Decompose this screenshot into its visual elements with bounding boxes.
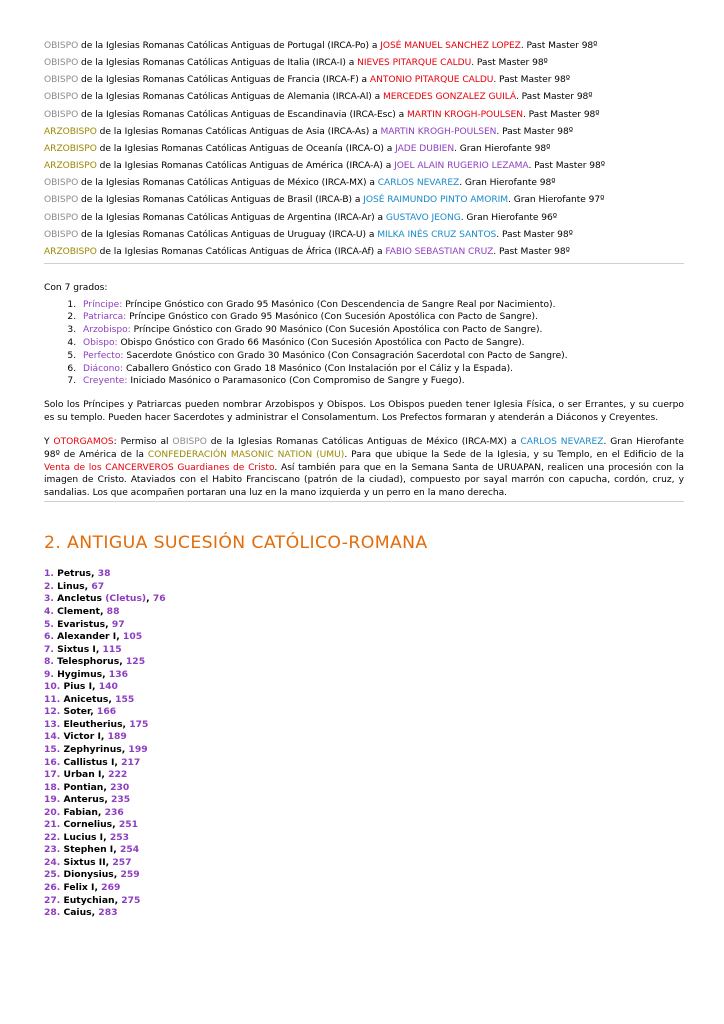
list-item: 1. Petrus, 38 [44, 568, 111, 580]
ordination-rank: . Past Master 98º [520, 41, 598, 51]
grado-desc: Caballero Gnóstico con Grado 18 Masónico (Con Instalación por el Cáliz y la Espada). [123, 363, 514, 374]
ordination-rank: . Past Master 98º [515, 92, 593, 103]
list-number: 4. [44, 606, 54, 617]
list-item: 22. Lucius I, 253 [44, 831, 129, 843]
grado-term: Príncipe: [83, 299, 123, 310]
grado-item [79, 299, 684, 312]
popes-list [44, 568, 684, 919]
ordination-church: de la Iglesias Romanas Católicas Antiguas de Portugal (IRCA-Po) a [78, 41, 381, 51]
list-item: 27. Eutychian, 275 [44, 894, 141, 906]
list-number: 8. [44, 656, 54, 668]
ordination-rank: . Past Master 98º [528, 161, 606, 172]
ordination-line [44, 124, 684, 141]
ordination-title: ARZOBISPO [44, 143, 97, 154]
pope-alt-name: (Cletus) [105, 593, 147, 605]
list-number: 24. [44, 856, 61, 868]
ordination-title: OBISPO [44, 229, 79, 240]
pope-name: Lucius I [63, 831, 104, 843]
pope-value: 67 [91, 580, 105, 592]
divider-line [44, 263, 684, 264]
pope-value: 217 [121, 756, 141, 768]
pope-name: Fabian [63, 806, 98, 818]
list-item: 4. Clement, 88 [44, 606, 120, 617]
pope-value: 125 [125, 656, 146, 668]
grado-desc: Príncipe Gnóstico con Grado 90 Masónico (Con Sucesión Apostólica con Pacto de Sangre). [130, 325, 543, 336]
list-number: 5. [44, 618, 54, 630]
pope-name: Urban I [63, 769, 102, 781]
otorgamos-confederacion: CONFEDERACIÓN MASONIC NATION (UMU) [147, 449, 345, 460]
ordination-rank: . Past Master 98º [496, 126, 573, 137]
list-item: 8. Telesphorus, 125 [44, 656, 146, 668]
ordination-name: JOEL ALAIN RUGERIO LEZAMA [394, 161, 529, 172]
list-item: 28. Caius, 283 [44, 907, 118, 919]
list-item: 15. Zephyrinus, 199 [44, 744, 148, 756]
list-number: 7. [44, 643, 54, 655]
list-item: 10. Pius I, 140 [44, 681, 118, 693]
pope-value: 269 [101, 882, 121, 894]
list-number: 21. [44, 819, 61, 831]
ordination-church: de la Iglesias Romanas Católicas Antiguas de Uruguay (IRCA-U) a [78, 229, 378, 240]
pope-value: 175 [129, 718, 149, 730]
list-number: 19. [44, 794, 61, 806]
pope-name: Linus [57, 580, 85, 592]
list-number: 16. [44, 756, 61, 768]
grado-item [79, 311, 684, 324]
list-item: 24. Sixtus II, 257 [44, 856, 132, 868]
grado-item [79, 363, 684, 376]
ordination-name: MARTIN KROGH-POULSEN [380, 126, 497, 137]
pope-value: 97 [111, 618, 125, 630]
ordination-name: JOSÉ MANUEL SANCHEZ LOPEZ [380, 41, 521, 51]
pope-name: Hygimus [57, 668, 103, 680]
pope-value: 254 [119, 844, 140, 856]
ordination-rank: . Gran Hierofante 98º [459, 178, 556, 189]
grado-desc: Príncipe Gnóstico con Grado 95 Masónico (Con Descendencia de Sangre Real por Nacimiento). [122, 299, 556, 310]
pope-name: Sixtus I [57, 643, 96, 655]
ordination-title: OBISPO [44, 41, 79, 51]
pope-value: 140 [98, 681, 118, 693]
pope-name: Soter [63, 706, 91, 718]
otorgamos-text-2: de la Iglesias Romanas Católicas Antiguas de México (IRCA-MX) a [206, 437, 521, 448]
grado-term: Diácono: [83, 363, 124, 374]
otorgamos-obispo: OBISPO [172, 437, 207, 448]
solo-paragraph: Solo los Príncipes y Patriarcas pueden nombrar Arzobispos y Obispos. Los Obispos pueden tener Iglesia Física, o ser Errantes, y su cuerpo es su templo. Pueden hacer Sacerdotes y administrar el Consolamentum. Los Prefectos formaran y atenderán a Diáconos y Creyentes. [44, 400, 684, 423]
grado-term: Perfecto: [83, 350, 124, 361]
list-number: 18. [44, 781, 61, 793]
list-item: 9. Hygimus, 136 [44, 668, 128, 680]
otorgamos-text-3: . Gran Hierofante 98º de América de la [44, 437, 684, 460]
list-item: 21. Cornelius, 251 [44, 819, 139, 831]
ordination-name: FABIO SEBASTIAN CRUZ [385, 246, 494, 257]
ordination-line [44, 175, 684, 192]
divider-line [44, 501, 684, 502]
ordination-rank: . Gran Hierofante 98º [454, 143, 551, 154]
ordination-line [44, 141, 684, 158]
ordination-church: de la Iglesias Romanas Católicas Antiguas de Alemania (IRCA-Al) a [78, 92, 384, 103]
ordination-rank: . Past Master 98º [496, 229, 573, 240]
grado-term: Creyente: [83, 376, 128, 387]
ordination-rank: . Past Master 98º [493, 246, 570, 257]
list-number: 17. [44, 769, 61, 781]
ordination-name: MERCEDES GONZALEZ GUILÁ [383, 92, 516, 103]
pope-name: Evaristus [57, 618, 106, 630]
pope-value: 115 [102, 643, 122, 655]
pope-name: Victor I [63, 731, 101, 743]
pope-value: 105 [122, 631, 143, 643]
list-number: 28. [44, 907, 61, 919]
ordination-title: OBISPO [44, 75, 79, 86]
section-heading: 2. ANTIGUA SUCESIÓN CATÓLICO-ROMANA [44, 533, 428, 554]
pope-name: Zephyrinus [63, 744, 122, 756]
ordination-title: OBISPO [44, 92, 79, 103]
list-item: 16. Callistus I, 217 [44, 756, 141, 768]
ordination-title: ARZOBISPO [44, 246, 97, 257]
ordination-title: OBISPO [44, 212, 79, 223]
grados-list [44, 299, 684, 389]
ordination-church: de la Iglesias Romanas Católicas Antiguas de Francia (IRCA-F) a [78, 75, 370, 86]
ordination-line [44, 38, 684, 55]
pope-value: 259 [120, 869, 140, 881]
ordination-line [44, 210, 684, 227]
ordination-title: OBISPO [44, 178, 79, 189]
list-number: 14. [44, 731, 61, 743]
pope-name: Eleutherius [63, 718, 123, 730]
list-item: 12. Soter, 166 [44, 706, 117, 718]
ordination-rank: . Past Master 98º [493, 75, 570, 86]
list-number: 15. [44, 744, 61, 756]
list-number: 22. [44, 831, 61, 843]
pope-name: Felix I [63, 882, 95, 894]
pope-value: 136 [108, 668, 128, 680]
pope-value: 251 [118, 819, 139, 831]
otorgamos-y: Y [44, 437, 54, 448]
ordination-title: OBISPO [44, 109, 79, 120]
ordination-rank: . Past Master 98º [522, 109, 600, 120]
pope-name: Stephen I [63, 844, 114, 856]
otorgamos-text-5: . Así también para que en la Semana Santa de URUAPAN, realicen una procesión con la imagen de Cristo. Ataviados con el Habito Franciscano (patrón de la ciudad), compuesto por sayal marrón con capucha, cordón, cruz, y sandalias. Los que acompañen portaran una luz en la mano izquierda y un perro en la mano derecha. [44, 462, 684, 498]
list-item: 17. Urban I, 222 [44, 769, 128, 781]
otorgamos-keyword: OTORGAMOS [53, 437, 114, 448]
list-number: 25. [44, 869, 61, 881]
ordination-church: de la Iglesias Romanas Católicas Antiguas de América (IRCA-A) a [96, 161, 395, 172]
pope-value: 166 [96, 706, 117, 718]
list-number: 11. [44, 693, 61, 705]
grado-item [79, 337, 684, 350]
list-number: 10. [44, 681, 61, 693]
list-item: 3. Ancletus (Cletus), 76 [44, 593, 166, 605]
pope-name: Caius [63, 907, 92, 919]
ordination-title: ARZOBISPO [44, 161, 97, 172]
ordination-line [44, 55, 684, 72]
otorgamos-text-1: : Permiso al [113, 437, 173, 448]
list-item: 11. Anicetus, 155 [44, 693, 135, 705]
pope-name: Sixtus II [63, 856, 106, 868]
pope-name: Alexander I [57, 631, 117, 643]
list-number: 9. [44, 668, 54, 680]
list-number: 26. [44, 882, 61, 894]
ordination-church: de la Iglesias Romanas Católicas Antiguas de Oceanía (IRCA-O) a [96, 143, 396, 154]
otorgamos-paragraph [44, 436, 684, 499]
list-item: 19. Anterus, 235 [44, 794, 131, 806]
list-item: 6. Alexander I, 105 [44, 631, 143, 643]
ordination-name: JOSÉ RAIMUNDO PINTO AMORIM [363, 195, 509, 206]
grado-term: Arzobispo: [83, 325, 131, 336]
ordination-list [44, 38, 684, 261]
ordination-name: ANTONIO PITARQUE CALDU [369, 75, 494, 86]
pope-name: Pius I [63, 681, 92, 693]
pope-value: 88 [106, 606, 120, 617]
list-number: 2. [44, 580, 54, 592]
pope-value: 189 [107, 731, 127, 743]
ordination-line [44, 72, 684, 89]
ordination-church: de la Iglesias Romanas Católicas Antiguas de Brasil (IRCA-B) a [78, 195, 364, 206]
otorgamos-venta: Venta de los CANCERVEROS Guardianes de Cristo [44, 462, 275, 473]
list-number: 3. [44, 593, 54, 605]
ordination-name: MARTIN KROGH-POULSEN [407, 109, 523, 120]
pope-value: 235 [111, 794, 131, 806]
pope-value: 283 [98, 907, 118, 919]
grado-desc: Iniciado Masónico o Paramasonico (Con Compromiso de Sangre y Fuego). [127, 376, 465, 387]
pope-name: Petrus [57, 568, 91, 580]
list-item: 18. Pontian, 230 [44, 781, 130, 793]
grado-term: Patriarca: [83, 312, 127, 323]
ordination-name: CARLOS NEVAREZ [377, 178, 460, 189]
ordination-church: de la Iglesias Romanas Católicas Antiguas de Argentina (IRCA-Ar) a [78, 212, 386, 223]
ordination-name: JADE DUBIEN [395, 143, 455, 154]
grado-desc: Sacerdote Gnóstico con Grado 30 Masónico (Con Consagración Sacerdotal con Pacto de Sangre). [123, 350, 568, 361]
list-number: 13. [44, 718, 61, 730]
pope-value: 230 [110, 781, 130, 793]
pope-value: 253 [109, 831, 129, 843]
ordination-line [44, 227, 684, 244]
ordination-title: OBISPO [44, 195, 79, 206]
ordination-church: de la Iglesias Romanas Católicas Antiguas de Asia (IRCA-As) a [96, 126, 381, 137]
ordination-name: NIEVES PITARQUE CALDU [357, 58, 472, 69]
ordination-line [44, 89, 684, 106]
document-page [44, 38, 684, 920]
list-item: 26. Felix I, 269 [44, 882, 121, 894]
list-item: 20. Fabian, 236 [44, 806, 124, 818]
otorgamos-text-4: . Para que ubique la Sede de la Iglesia, y su Templo, en el Edificio de la [344, 449, 685, 460]
pope-name: Callistus I [63, 756, 115, 768]
list-item: 25. Dionysius, 259 [44, 869, 140, 881]
grado-item [79, 324, 684, 337]
pope-value: 257 [112, 856, 132, 868]
ordination-name: GUSTAVO JEONG [385, 212, 461, 223]
grado-item [79, 375, 684, 388]
list-item: 7. Sixtus I, 115 [44, 643, 122, 655]
list-number: 27. [44, 894, 61, 906]
pope-name: Eutychian [63, 894, 115, 906]
ordination-church: de la Iglesias Romanas Católicas Antiguas de Italia (IRCA-I) a [78, 58, 358, 69]
ordination-name: MILKA INÉS CRUZ SANTOS [377, 229, 497, 240]
pope-name: Pontian [63, 781, 104, 793]
list-number: 12. [44, 706, 61, 718]
pope-value: 38 [97, 568, 111, 580]
list-number: 23. [44, 844, 61, 856]
grado-desc: Príncipe Gnóstico con Grado 95 Masónico (Con Sucesión Apostólica con Pacto de Sangre). [126, 312, 538, 323]
pope-name: Anicetus [63, 693, 109, 705]
ordination-line [44, 107, 684, 124]
pope-name: Anterus [63, 794, 105, 806]
pope-name: Dionysius [63, 869, 114, 881]
grado-item [79, 350, 684, 363]
ordination-church: de la Iglesias Romanas Católicas Antiguas de México (IRCA-MX) a [78, 178, 378, 189]
ordination-line [44, 158, 684, 175]
grado-desc: Obispo Gnóstico con Grado 66 Masónico (Con Sucesión Apostólica con Pacto de Sangre). [117, 338, 525, 349]
ordination-title: ARZOBISPO [44, 126, 97, 137]
pope-value: 199 [128, 744, 148, 756]
ordination-rank: . Gran Hierofante 96º [460, 212, 558, 223]
list-number: 1. [44, 568, 54, 580]
pope-value: 275 [121, 894, 141, 906]
ordination-rank: . Past Master 98º [471, 58, 548, 69]
grados-intro: Con 7 grados: [44, 283, 108, 294]
pope-value: 76 [152, 593, 166, 605]
list-item: 5. Evaristus, 97 [44, 618, 125, 630]
list-item: 2. Linus, 67 [44, 580, 105, 592]
list-item: 13. Eleutherius, 175 [44, 718, 149, 730]
pope-name: Telesphorus [57, 656, 120, 668]
pope-value: 155 [115, 693, 135, 705]
pope-name: Cornelius [63, 819, 113, 831]
list-number: 20. [44, 806, 61, 818]
ordination-line [44, 192, 684, 209]
ordination-church: de la Iglesias Romanas Católicas Antiguas de África (IRCA-Af) a [96, 246, 386, 257]
ordination-title: OBISPO [44, 58, 79, 69]
list-item: 14. Victor I, 189 [44, 731, 127, 743]
ordination-line [44, 244, 684, 261]
otorgamos-name: CARLOS NEVAREZ [520, 437, 604, 448]
list-item: 23. Stephen I, 254 [44, 844, 140, 856]
grado-term: Obispo: [83, 338, 118, 349]
pope-value: 236 [104, 806, 124, 818]
list-number: 6. [44, 631, 54, 643]
pope-name: Clement [57, 606, 100, 617]
pope-value: 222 [108, 769, 128, 781]
pope-name: Ancletus [57, 593, 102, 605]
ordination-church: de la Iglesias Romanas Católicas Antiguas de Escandinavia (IRCA-Esc) a [78, 109, 407, 120]
ordination-rank: . Gran Hierofante 97º [508, 195, 605, 206]
